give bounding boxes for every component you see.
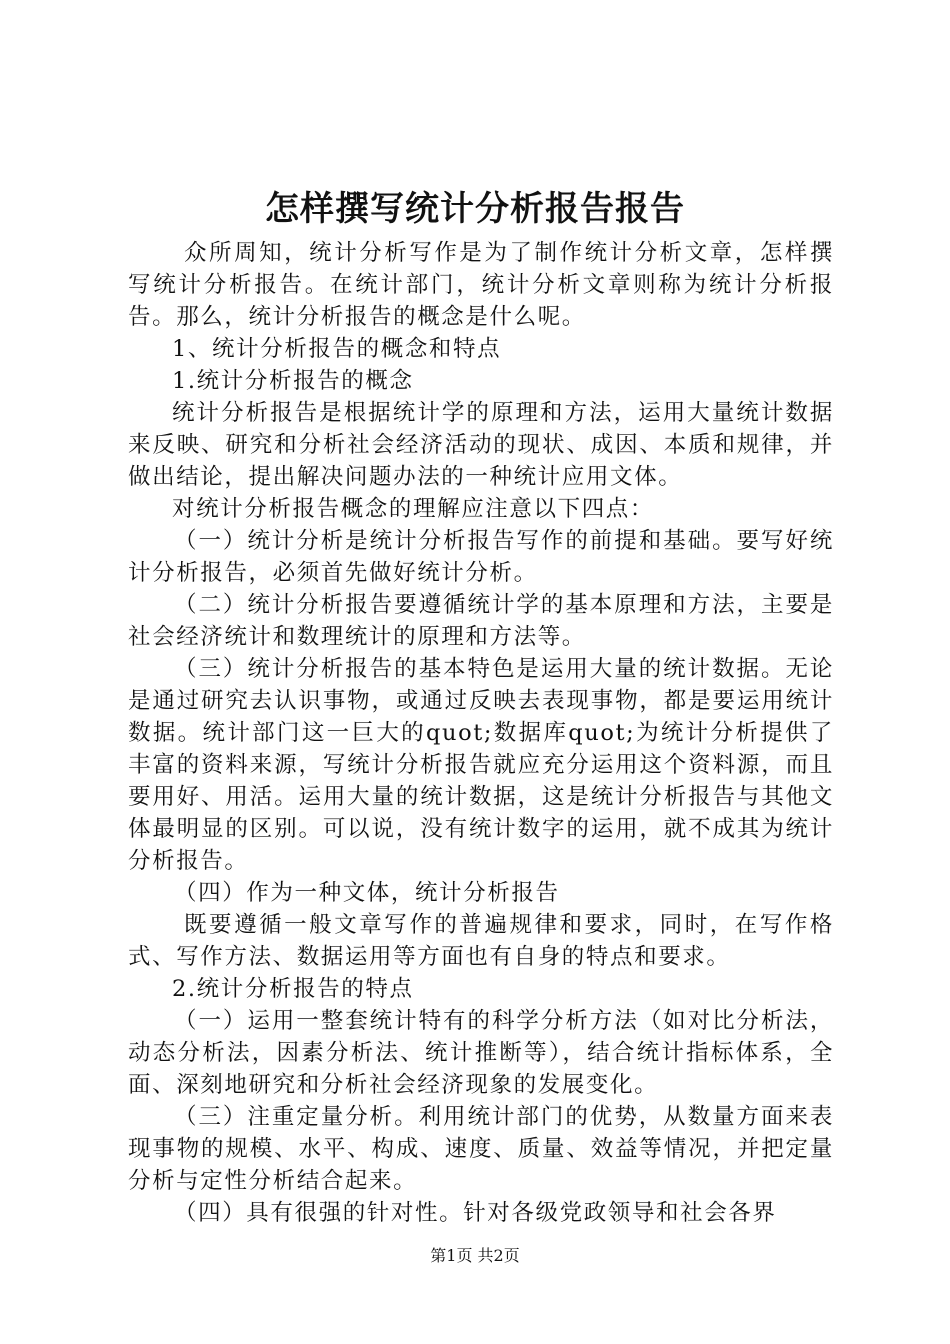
paragraph-point-4-continued: 既要遵循一般文章写作的普遍规律和要求，同时，在写作格式、写作方法、数据运用等方面也有自身的特点和要求。: [128, 912, 834, 970]
paragraph-point-4: （四）作为一种文体，统计分析报告: [174, 880, 560, 906]
paragraph-point-2: （二）统计分析报告要遵循统计学的基本原理和方法，主要是社会经济统计和数理统计的原理和方法等。: [128, 592, 834, 650]
paragraph-point-1: （一）统计分析是统计分析报告写作的前提和基础。要写好统计分析报告，必须首先做好统计分析。: [128, 528, 834, 586]
page-number-footer: 第1页 共2页: [430, 1246, 520, 1265]
document-body: [128, 237, 834, 1229]
paragraph-four-points-intro: 对统计分析报告概念的理解应注意以下四点：: [172, 496, 655, 522]
paragraph-feature-1: （一）运用一整套统计特有的科学分析方法（如对比分析法，动态分析法，因素分析法、统计推断等），结合统计指标体系，全面、深刻地研究和分析社会经济现象的发展变化。: [128, 1008, 834, 1098]
heading-subsection-1-2: 2.统计分析报告的特点: [172, 976, 414, 1002]
paragraph-feature-4: （四）具有很强的针对性。针对各级党政领导和社会各界: [174, 1200, 777, 1226]
paragraph-point-3: （三）统计分析报告的基本特色是运用大量的统计数据。无论是通过研究去认识事物，或通过反映去表现事物，都是要运用统计数据。统计部门这一巨大的quot;数据库quot;为统计分析提供了丰富的资料来源，写统计分析报告就应充分运用这个资料源，而且要用好、用活。运用大量的统计数据，这是统计分析报告与其他文体最明显的区别。可以说，没有统计数字的运用，就不成其为统计分析报告。: [128, 656, 834, 874]
document-title: 怎样撰写统计分析报告报告: [265, 189, 685, 229]
paragraph-definition: 统计分析报告是根据统计学的原理和方法，运用大量统计数据来反映、研究和分析社会经济活动的现状、成因、本质和规律，并做出结论，提出解决问题办法的一种统计应用文体。: [128, 400, 834, 490]
heading-subsection-1-1: 1.统计分析报告的概念: [172, 368, 414, 394]
paragraph-intro: 众所周知，统计分析写作是为了制作统计分析文章，怎样撰写统计分析报告。在统计部门，统计分析文章则称为统计分析报告。那么，统计分析报告的概念是什么呢。: [128, 240, 834, 330]
heading-section-1: 1、统计分析报告的概念和特点: [172, 336, 502, 362]
paragraph-feature-3: （三）注重定量分析。利用统计部门的优势，从数量方面来表现事物的规模、水平、构成、速度、质量、效益等情况，并把定量分析与定性分析结合起来。: [128, 1104, 834, 1194]
